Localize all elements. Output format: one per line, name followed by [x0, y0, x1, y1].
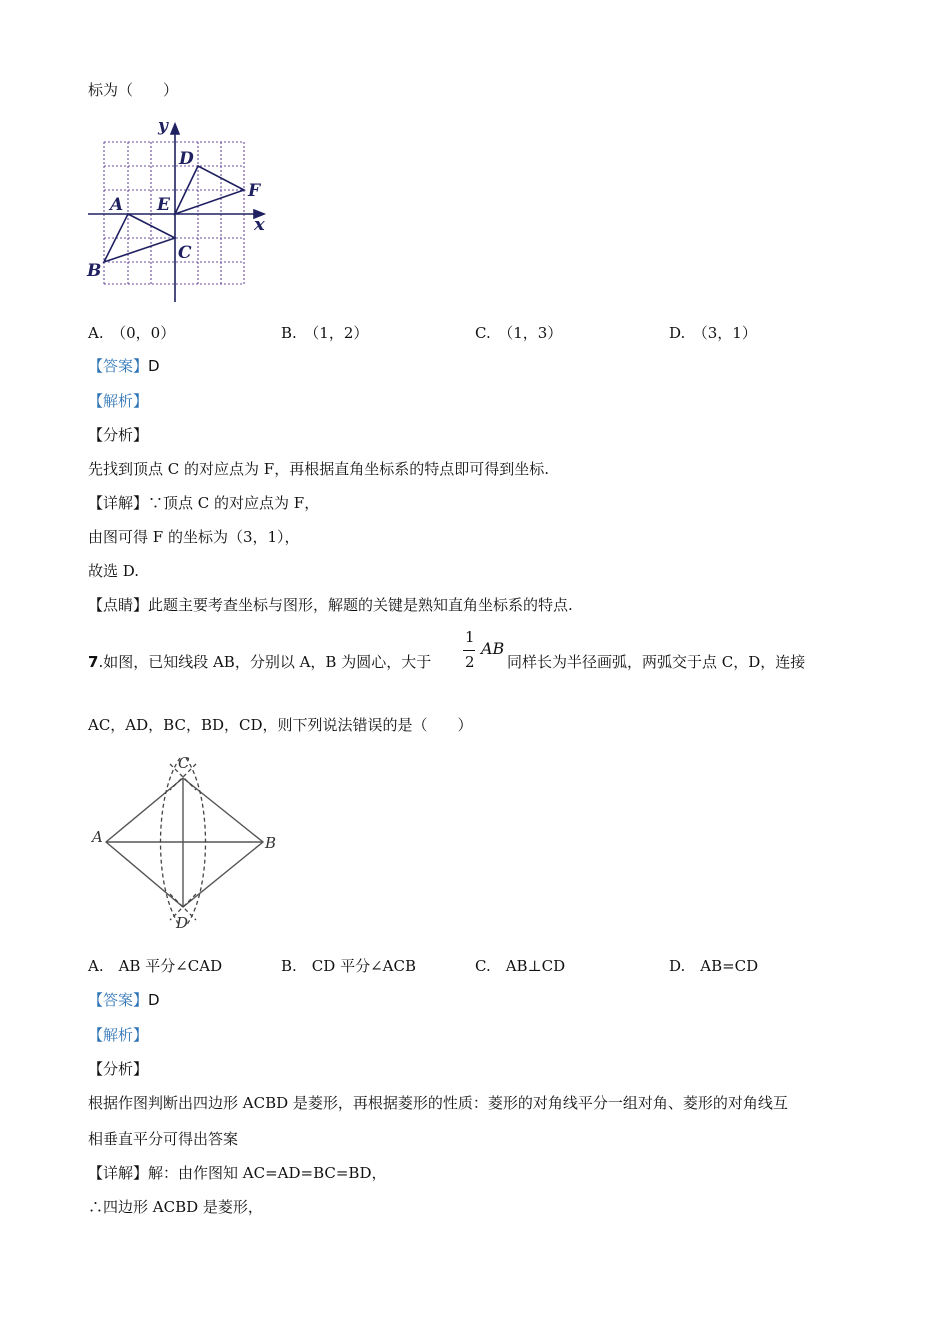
q7-analysis-tag: 【解析】	[88, 1026, 149, 1044]
answer-value: D	[148, 991, 160, 1009]
q7-fenxi-1: 根据作图判断出四边形 ACBD 是菱形，再根据菱形的性质：菱形的对角线平分一组对角、菱形的对角线互	[88, 1094, 788, 1112]
fraction-ab: AB	[481, 639, 505, 658]
label-A: A	[92, 828, 103, 846]
q7-fraction	[459, 628, 511, 676]
label-C: C	[178, 243, 192, 263]
q6-option-b: B. （1，2）	[281, 324, 369, 342]
q6-stem-tail: 标为（ ）	[88, 81, 179, 99]
q6-option-d: D. （3，1）	[669, 324, 757, 342]
q7-rhombus-figure	[88, 750, 288, 940]
detail-tag: 【详解】	[88, 1164, 149, 1182]
label-E: E	[157, 195, 170, 215]
answer-tag: 【答案】	[88, 991, 149, 1009]
detail-text: 解：由作图知 AC=AD=BC=BD，	[148, 1164, 387, 1182]
q6-dianjing	[88, 595, 573, 615]
q7-detail-1	[88, 1163, 387, 1183]
fraction-denominator: 2	[465, 653, 475, 671]
q6-coordinate-figure	[82, 112, 282, 312]
dianjing-tag: 【点睛】	[88, 596, 149, 614]
q6-detail-3: 故选 D.	[88, 562, 140, 580]
q7-text-a: .如图，已知线段 AB，分别以 A，B 为圆心，大于	[98, 653, 432, 671]
q7-option-c: C. AB⊥CD	[475, 957, 566, 975]
q6-analysis-tag: 【解析】	[88, 392, 149, 410]
fraction-bar	[463, 650, 475, 651]
detail-tag: 【详解】	[88, 494, 149, 512]
q7-detail-2: ∴四边形 ACBD 是菱形，	[88, 1198, 263, 1216]
q7-fenxi-tag: 【分析】	[88, 1060, 149, 1078]
label-A: A	[110, 195, 124, 215]
q7-option-b: B. CD 平分∠ACB	[281, 957, 416, 975]
dianjing-text: 此题主要考查坐标与图形，解题的关键是熟知直角坐标系的特点.	[148, 596, 573, 614]
q7-stem-line2: AC，AD，BC，BD，CD，则下列说法错误的是（ ）	[88, 716, 473, 734]
q6-fenxi-tag: 【分析】	[88, 426, 149, 444]
label-F: F	[248, 181, 261, 201]
q7-stem-line1	[88, 652, 431, 672]
label-B: B	[265, 834, 277, 852]
detail-text: ∵顶点 C 的对应点为 F，	[148, 494, 320, 512]
q7-answer	[88, 990, 160, 1010]
label-C: C	[178, 754, 190, 772]
q6-option-c: C. （1，3）	[475, 324, 563, 342]
q7-option-a: A. AB 平分∠CAD	[88, 957, 223, 975]
q6-detail-1	[88, 493, 319, 513]
q6-answer	[88, 356, 160, 376]
q6-detail-2: 由图可得 F 的坐标为（3，1），	[88, 528, 300, 546]
answer-tag: 【答案】	[88, 357, 149, 375]
label-x: x	[254, 214, 265, 235]
label-D: D	[176, 914, 189, 932]
label-y: y	[158, 116, 168, 136]
label-D: D	[179, 149, 194, 169]
q6-fenxi-text: 先找到顶点 C 的对应点为 F，再根据直角坐标系的特点即可得到坐标.	[88, 460, 549, 478]
label-B: B	[87, 261, 102, 281]
q7-fenxi-2: 相垂直平分可得出答案	[88, 1130, 239, 1148]
q7-stem-line1-tail: 同样长为半径画弧，两弧交于点 C，D，连接	[507, 653, 806, 671]
fraction-numerator: 1	[465, 628, 475, 646]
q6-option-a: A. （0，0）	[88, 324, 176, 342]
grid	[104, 142, 244, 284]
answer-value: D	[148, 357, 160, 375]
q7-number: 7	[88, 653, 99, 671]
q7-option-d: D. AB=CD	[669, 957, 759, 975]
